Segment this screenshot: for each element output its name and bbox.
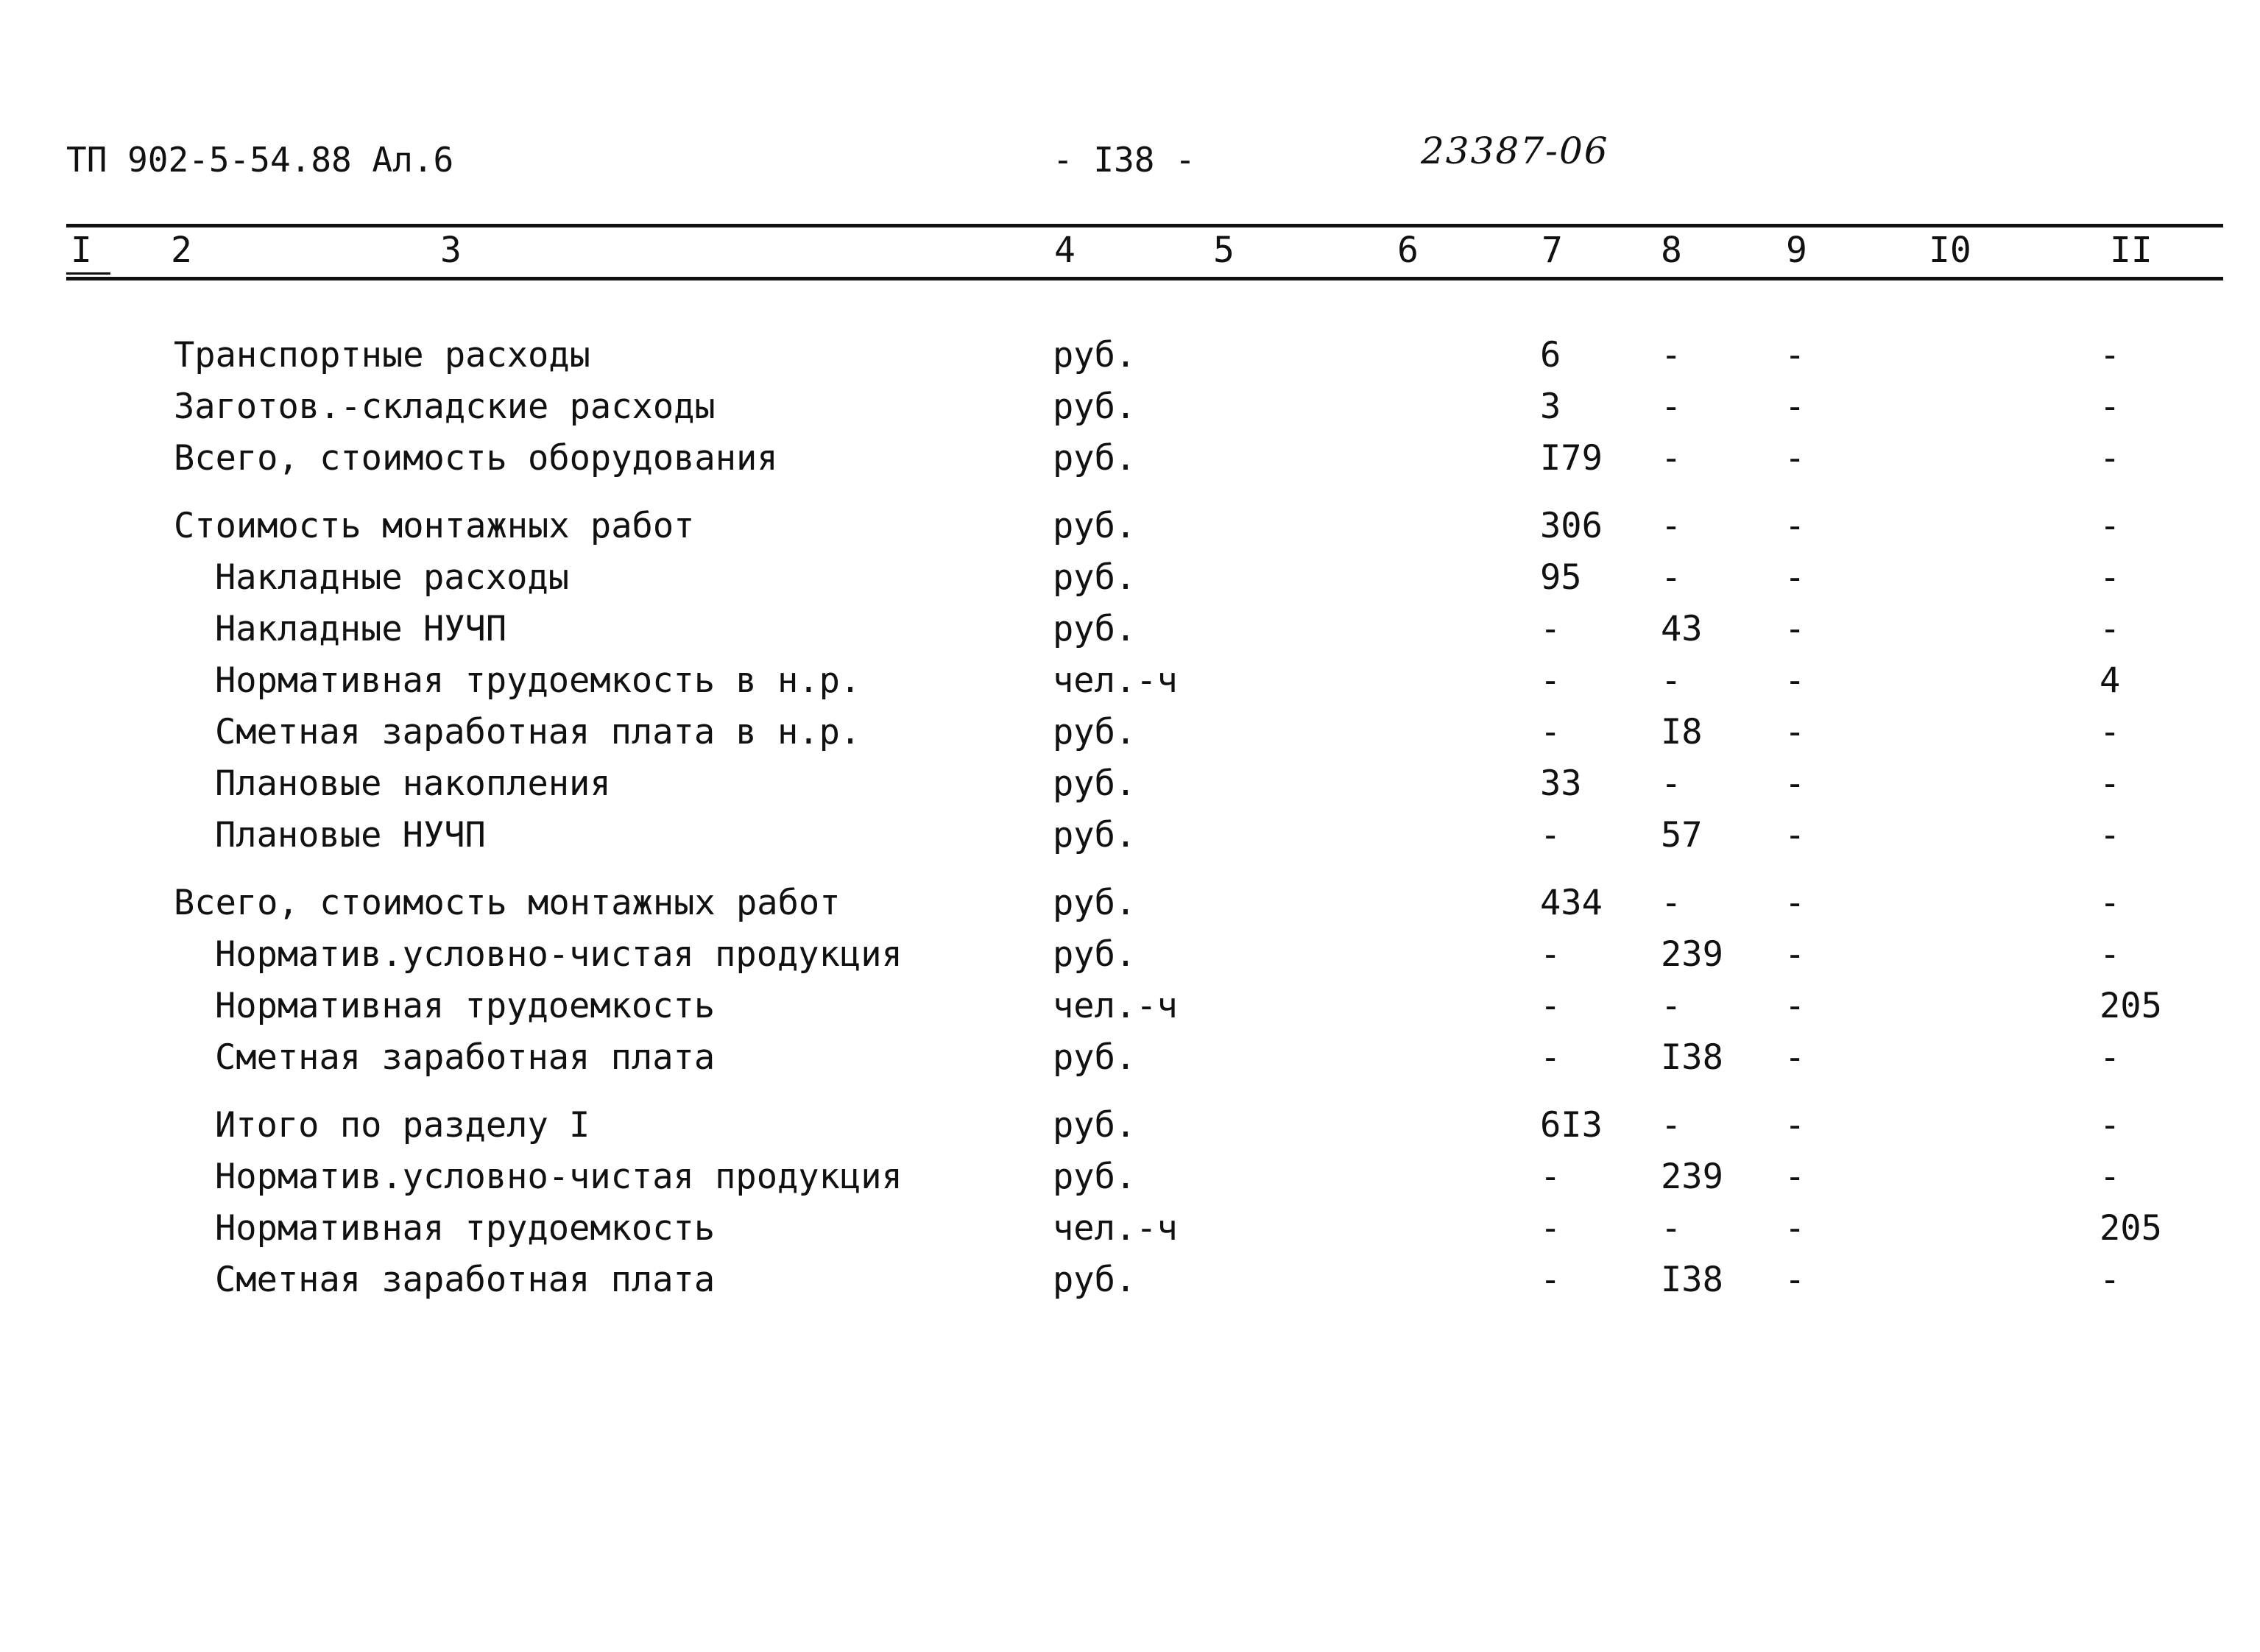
cell-col-7: - xyxy=(1540,660,1561,701)
cell-col-9: - xyxy=(1784,660,1806,701)
table-row xyxy=(0,1208,2260,1252)
cell-col-8: - xyxy=(1661,386,1682,427)
row-label: Нормативная трудоемкость в н.р. xyxy=(215,660,861,701)
cell-col-9: - xyxy=(1784,934,1806,975)
cell-col-7: 3 xyxy=(1540,386,1561,427)
document-code: ТП 902-5-54.88 Ал.6 xyxy=(66,140,454,180)
row-unit: руб. xyxy=(1053,763,1137,804)
cell-col-7: - xyxy=(1540,609,1561,649)
column-number: I xyxy=(71,230,92,271)
cell-col-11: - xyxy=(2100,386,2121,427)
row-unit: руб. xyxy=(1053,1260,1137,1300)
cell-col-8: - xyxy=(1661,1208,1682,1249)
row-unit: руб. xyxy=(1053,609,1137,649)
row-unit: руб. xyxy=(1053,934,1137,975)
row-label: Сметная заработная плата xyxy=(215,1037,716,1078)
column-number: 4 xyxy=(1054,230,1076,271)
row-label: Сметная заработная плата в н.р. xyxy=(215,712,861,752)
row-unit: руб. xyxy=(1053,438,1137,479)
cell-col-11: - xyxy=(2100,1037,2121,1078)
cell-col-11: - xyxy=(2100,557,2121,598)
table-row xyxy=(0,883,2260,927)
table-row xyxy=(0,934,2260,978)
cell-col-9: - xyxy=(1784,712,1806,752)
row-unit: чел.-ч xyxy=(1053,660,1178,701)
table-row xyxy=(0,1105,2260,1149)
cell-col-8: 43 xyxy=(1661,609,1703,649)
cell-col-8: - xyxy=(1661,557,1682,598)
page-header xyxy=(66,130,2216,199)
table-row xyxy=(0,609,2260,653)
column-number: 5 xyxy=(1213,230,1235,271)
row-unit: руб. xyxy=(1053,386,1137,427)
table-row xyxy=(0,335,2260,379)
table-row xyxy=(0,763,2260,808)
cell-col-7: - xyxy=(1540,934,1561,975)
cell-col-7: 434 xyxy=(1540,883,1603,923)
cell-col-11: - xyxy=(2100,335,2121,375)
cell-col-11: 4 xyxy=(2100,660,2121,701)
row-label: Сметная заработная плата xyxy=(215,1260,716,1300)
row-label: Стоимость монтажных работ xyxy=(174,506,695,546)
table-row xyxy=(0,660,2260,705)
cell-col-8: 57 xyxy=(1661,815,1703,855)
cell-col-9: - xyxy=(1784,335,1806,375)
column-number: I0 xyxy=(1929,230,1971,271)
row-label: Плановые НУЧП xyxy=(215,815,486,855)
cell-col-8: - xyxy=(1661,1105,1682,1146)
table-row xyxy=(0,438,2260,482)
cell-col-9: - xyxy=(1784,1260,1806,1300)
cell-col-11: - xyxy=(2100,1260,2121,1300)
table-row xyxy=(0,815,2260,859)
table-row xyxy=(0,1260,2260,1304)
cell-col-9: - xyxy=(1784,1208,1806,1249)
page-number: - I38 - xyxy=(1053,140,1196,180)
cell-col-11: - xyxy=(2100,934,2121,975)
cell-col-7: - xyxy=(1540,1157,1561,1197)
row-label: Всего, стоимость монтажных работ xyxy=(174,883,841,923)
row-label: Норматив.условно-чистая продукция xyxy=(215,1157,903,1197)
table-row xyxy=(0,986,2260,1030)
cell-col-11: - xyxy=(2100,609,2121,649)
row-unit: руб. xyxy=(1053,815,1137,855)
row-label: Всего, стоимость оборудования xyxy=(174,438,778,479)
row-unit: руб. xyxy=(1053,1037,1137,1078)
cell-col-11: 205 xyxy=(2100,1208,2162,1249)
cell-col-8: - xyxy=(1661,986,1682,1026)
cell-col-9: - xyxy=(1784,386,1806,427)
cell-col-9: - xyxy=(1784,1157,1806,1197)
cell-col-9: - xyxy=(1784,438,1806,479)
cell-col-11: - xyxy=(2100,815,2121,855)
cell-col-7: - xyxy=(1540,1208,1561,1249)
cell-col-7: - xyxy=(1540,986,1561,1026)
column-number: 7 xyxy=(1542,230,1563,271)
cell-col-8: - xyxy=(1661,763,1682,804)
row-unit: руб. xyxy=(1053,1157,1137,1197)
cell-col-11: - xyxy=(2100,883,2121,923)
cell-col-8: I38 xyxy=(1661,1037,1723,1078)
row-label: Норматив.условно-чистая продукция xyxy=(215,934,903,975)
cell-col-7: I79 xyxy=(1540,438,1603,479)
row-label: Плановые накопления xyxy=(215,763,611,804)
cell-col-8: - xyxy=(1661,506,1682,546)
table-row xyxy=(0,712,2260,756)
cell-col-9: - xyxy=(1784,1037,1806,1078)
cell-col-11: - xyxy=(2100,1105,2121,1146)
table-row xyxy=(0,1037,2260,1081)
column-number: II xyxy=(2110,230,2153,271)
row-label: Заготов.-складские расходы xyxy=(174,386,716,427)
cell-col-9: - xyxy=(1784,1105,1806,1146)
row-unit: руб. xyxy=(1053,506,1137,546)
row-label: Накладные расходы xyxy=(215,557,570,598)
cell-col-8: I38 xyxy=(1661,1260,1723,1300)
cell-col-7: - xyxy=(1540,1037,1561,1078)
cell-col-7: 33 xyxy=(1540,763,1582,804)
column-number: 8 xyxy=(1661,230,1682,271)
cell-col-11: 205 xyxy=(2100,986,2162,1026)
column-number: 9 xyxy=(1786,230,1807,271)
row-label: Итого по разделу I xyxy=(215,1105,590,1146)
row-unit: руб. xyxy=(1053,335,1137,375)
row-unit: чел.-ч xyxy=(1053,1208,1178,1249)
row-label: Транспортные расходы xyxy=(174,335,590,375)
cell-col-9: - xyxy=(1784,986,1806,1026)
row-unit: руб. xyxy=(1053,557,1137,598)
cell-col-7: 6I3 xyxy=(1540,1105,1603,1146)
row-label: Накладные НУЧП xyxy=(215,609,507,649)
cell-col-7: - xyxy=(1540,712,1561,752)
table-row xyxy=(0,1157,2260,1201)
row-unit: руб. xyxy=(1053,883,1137,923)
cell-col-9: - xyxy=(1784,506,1806,546)
cell-col-11: - xyxy=(2100,763,2121,804)
row-label: Нормативная трудоемкость xyxy=(215,1208,716,1249)
handwritten-number: 23387-06 xyxy=(1421,130,1609,172)
table-row xyxy=(0,506,2260,550)
cell-col-9: - xyxy=(1784,883,1806,923)
cell-col-11: - xyxy=(2100,438,2121,479)
table-header-rule xyxy=(66,277,2223,280)
cell-col-9: - xyxy=(1784,609,1806,649)
column-number-row xyxy=(0,230,2260,274)
column-number: 2 xyxy=(171,230,192,271)
cell-col-9: - xyxy=(1784,557,1806,598)
cell-col-8: - xyxy=(1661,335,1682,375)
cell-col-8: - xyxy=(1661,660,1682,701)
cell-col-8: - xyxy=(1661,883,1682,923)
cell-col-8: I8 xyxy=(1661,712,1703,752)
cell-col-8: 239 xyxy=(1661,934,1723,975)
cell-col-8: 239 xyxy=(1661,1157,1723,1197)
cell-col-7: - xyxy=(1540,815,1561,855)
row-unit: руб. xyxy=(1053,712,1137,752)
cell-col-7: 306 xyxy=(1540,506,1603,546)
cell-col-11: - xyxy=(2100,712,2121,752)
column-number: 3 xyxy=(440,230,462,271)
column-number: 6 xyxy=(1397,230,1419,271)
row-unit: чел.-ч xyxy=(1053,986,1178,1026)
cell-col-7: 6 xyxy=(1540,335,1561,375)
cell-col-9: - xyxy=(1784,763,1806,804)
cell-col-11: - xyxy=(2100,506,2121,546)
cell-col-9: - xyxy=(1784,815,1806,855)
row-unit: руб. xyxy=(1053,1105,1137,1146)
cell-col-7: 95 xyxy=(1540,557,1582,598)
cell-col-8: - xyxy=(1661,438,1682,479)
column-i-underline xyxy=(66,272,110,275)
cell-col-11: - xyxy=(2100,1157,2121,1197)
cell-col-7: - xyxy=(1540,1260,1561,1300)
table-top-rule xyxy=(66,224,2223,227)
table-row xyxy=(0,557,2260,601)
table-row xyxy=(0,386,2260,431)
row-label: Нормативная трудоемкость xyxy=(215,986,716,1026)
